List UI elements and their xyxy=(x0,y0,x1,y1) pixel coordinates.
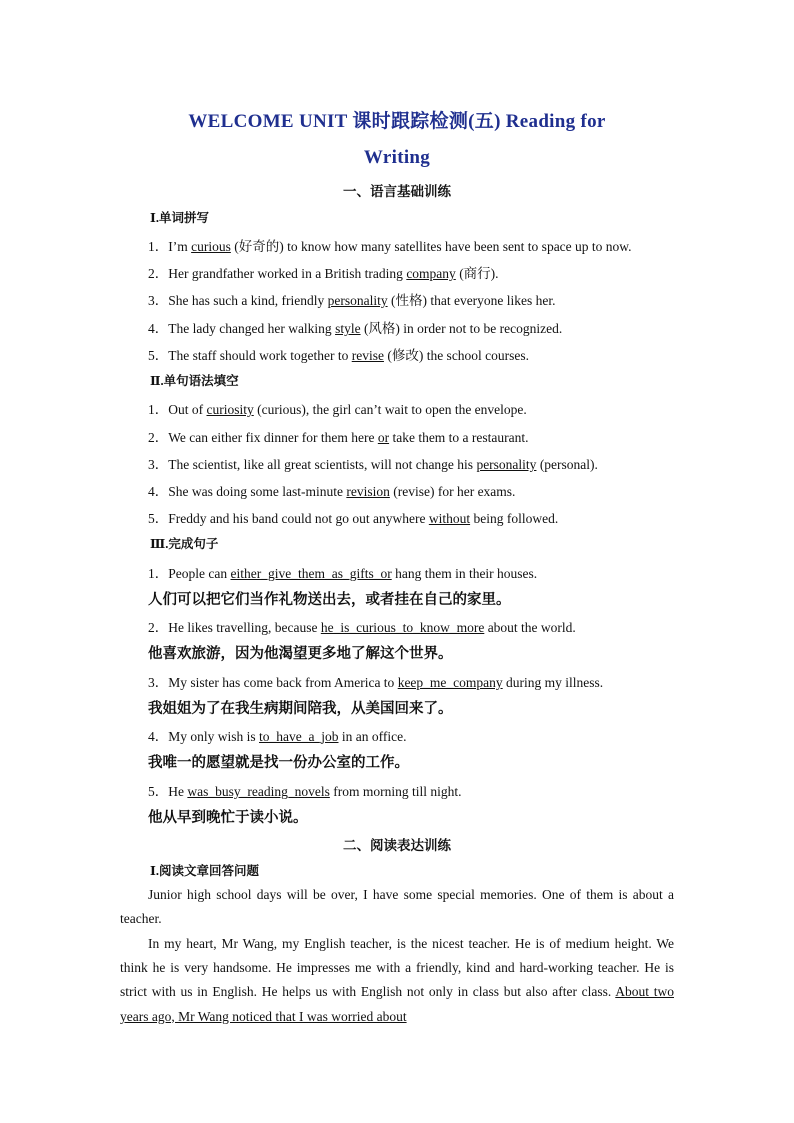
part2-header: Ⅱ.单句语法填空 xyxy=(150,374,239,388)
part1-item-3: 3．She has such a kind, friendly personality (性格) that everyone likes her. xyxy=(148,293,556,308)
part3-item-2-translation: 他喜欢旅游，因为他渴望更多地了解这个世界。 xyxy=(148,646,453,662)
title-line-1: WELCOME UNIT 课时跟踪检测(五) Reading for xyxy=(188,111,606,132)
answer: curiosity xyxy=(206,402,254,417)
part2-item-5: 5．Freddy and his band could not go out anywhere without being followed. xyxy=(148,511,559,526)
part2-item-4: 4．She was doing some last-minute revision (revise) for her exams. xyxy=(148,484,516,499)
part1-item-4: 4．The lady changed her walking style (风格) in order not to be recognized. xyxy=(148,321,563,336)
part3-item-2: 2．He likes travelling, because he_is_curious_to_know_more about the world. xyxy=(148,620,576,635)
part3-item-3-translation: 我姐姐为了在我生病期间陪我，从美国回来了。 xyxy=(148,701,453,717)
answer: personality xyxy=(476,457,537,472)
part2-item-3: 3．The scientist, like all great scientists, will not change his personality (personal). xyxy=(148,457,598,472)
answer: or xyxy=(377,430,390,445)
answer: revise xyxy=(351,348,384,363)
answer: he_is_curious_to_know_more xyxy=(320,620,485,635)
answer: personality xyxy=(327,293,388,308)
title-line-2: Writing xyxy=(363,147,431,168)
part3-item-1-translation: 人们可以把它们当作礼物送出去，或者挂在自己的家里。 xyxy=(148,592,511,608)
answer: was_busy_reading_novels xyxy=(187,784,330,799)
part1-item-2: 2．Her grandfather worked in a British trading company (商行). xyxy=(148,266,499,281)
answer: without xyxy=(428,511,471,526)
section-heading-1: 一、语言基础训练 xyxy=(343,184,451,199)
part3-item-5-translation: 他从早到晚忙于读小说。 xyxy=(148,810,308,826)
answer: curious xyxy=(191,239,231,254)
part3-item-4: 4．My only wish is to_have_a_job in an office. xyxy=(148,729,407,744)
part3-item-3: 3．My sister has come back from America to keep_me_company during my illness. xyxy=(148,675,604,690)
underlined-sentence: About two years ago, Mr Wang noticed that I was worried about xyxy=(120,984,674,1024)
part2-item-1: 1．Out of curiosity (curious), the girl can’t wait to open the envelope. xyxy=(148,402,527,417)
reading-paragraph-1: Junior high school days will be over, I have some special memories. One of them is about a teacher. xyxy=(120,887,674,927)
reading-paragraph-2: In my heart, Mr Wang, my English teacher, is the nicest teacher. He is of medium height. We think he is very handsome. He impresses me with a friendly, kind and hard-working teacher. He is strict with us in English. He helps us with English not only in class but also after class. About two years ago, Mr Wang noticed that I was worried about xyxy=(120,936,674,1024)
part1-item-5: 5．The staff should work together to revise (修改) the school courses. xyxy=(148,348,530,363)
part4-header: Ⅰ.阅读文章回答问题 xyxy=(150,864,259,878)
part1-item-1: 1．I’m curious (好奇的) to know how many satellites have been sent to space up to now. xyxy=(148,239,632,254)
answer: revision xyxy=(346,484,390,499)
answer: either_give_them_as_gifts_or xyxy=(230,566,392,581)
answer: style xyxy=(335,321,361,336)
answer: company xyxy=(406,266,456,281)
section-heading-2: 二、阅读表达训练 xyxy=(343,838,451,853)
part2-item-2: 2．We can either fix dinner for them here or take them to a restaurant. xyxy=(148,430,529,445)
answer: to_have_a_job xyxy=(259,729,339,744)
part3-item-5: 5．He was_busy_reading_novels from morning till night. xyxy=(148,784,462,799)
part3-header: Ⅲ.完成句子 xyxy=(150,537,219,551)
part1-header: Ⅰ.单词拼写 xyxy=(150,211,209,225)
answer: keep_me_company xyxy=(397,675,503,690)
part3-item-1: 1．People can either_give_them_as_gifts_or hang them in their houses. xyxy=(148,566,538,581)
part3-item-4-translation: 我唯一的愿望就是找一份办公室的工作。 xyxy=(148,755,409,771)
